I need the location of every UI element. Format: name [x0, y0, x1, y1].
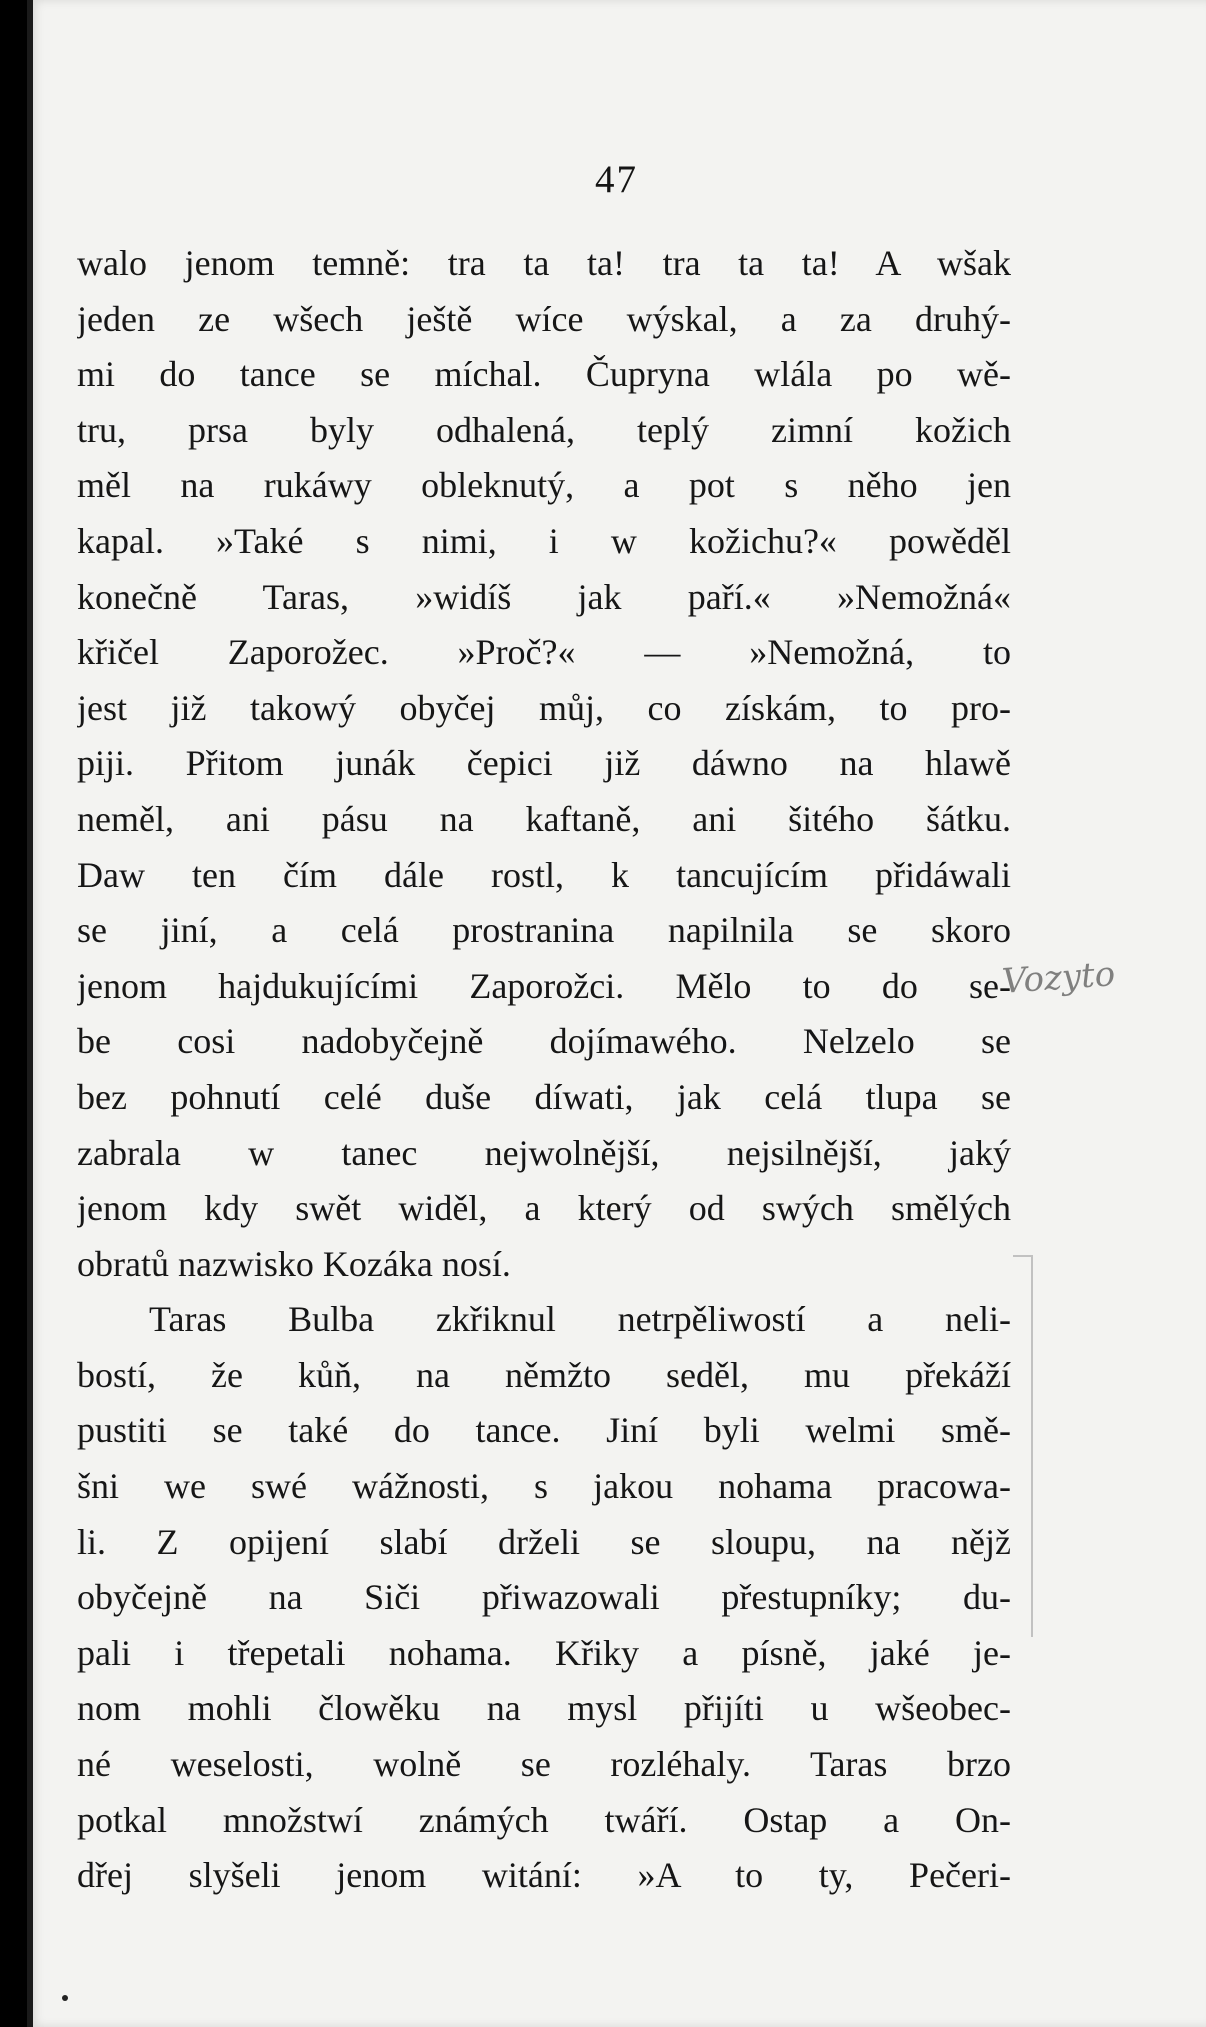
text-line: jenom kdy swět widěl, a který od swých smělých	[77, 1188, 1011, 1229]
text-line: bez pohnutí celé duše díwati, jak celá tlupa se	[77, 1076, 1011, 1117]
text-line: li. Z opijení slabí drželi se sloupu, na nějž	[77, 1521, 1011, 1562]
text-line: měl na rukáwy obleknutý, a pot s něho jen	[77, 465, 1011, 506]
text-line: šni we swé wážnosti, s jakou nohama pracowa-	[77, 1466, 1011, 1507]
text-line: neměl, ani pásu na kaftaně, ani šitého šátku.	[77, 798, 1011, 839]
handwritten-margin-note: Vozyto	[1000, 954, 1117, 1002]
text-line: be cosi nadobyčejně dojímawého. Nelzelo se	[77, 1021, 1011, 1062]
text-line: né weselosti, wolně se rozléhaly. Taras brzo	[77, 1744, 1011, 1785]
text-line: kapal. »Také s nimi, i w kožichu?« powěděl	[77, 520, 1011, 561]
text-line: Daw ten čím dále rostl, k tancujícím přidáwali	[77, 854, 1011, 895]
text-line: tru, prsa byly odhalená, teplý zimní kožich	[77, 409, 1011, 450]
text-line-paragraph-start: Taras Bulba zkřiknul netrpěliwostí a neli-	[149, 1299, 1011, 1340]
ink-dot-mark	[62, 1995, 68, 2001]
text-line: obyčejně na Siči přiwazowali přestupníky; du-	[77, 1577, 1011, 1618]
text-line: dřej slyšeli jenom witání: »A to ty, Pečeri-	[77, 1855, 1011, 1896]
text-line: pali i třepetali nohama. Křiky a písně, jaké je-	[77, 1632, 1011, 1673]
page-number: 47	[595, 158, 638, 201]
text-line: pustiti se také do tance. Jiní byli welmi smě-	[77, 1410, 1011, 1451]
text-line: konečně Taras, »widíš jak paří.« »Nemožná«	[77, 576, 1011, 617]
text-line: mi do tance se míchal. Čupryna wlála po wě-	[77, 354, 1011, 395]
text-line: jenom hajdukujícími Zaporožci. Mělo to do se-	[77, 965, 1011, 1006]
text-line: nom mohli člowěku na mysl přijíti u wšeobec-	[77, 1688, 1011, 1729]
text-line: křičel Zaporožec. »Proč?« — »Nemožná, to	[77, 632, 1011, 673]
text-line: potkal množstwí známých twáří. Ostap a On-	[77, 1799, 1011, 1840]
book-page	[27, 0, 1206, 2027]
text-line: jest již takowý obyčej můj, co získám, to pro-	[77, 687, 1011, 728]
text-line: jeden ze wšech ještě wíce wýskal, a za druhý-	[77, 298, 1011, 339]
text-line: piji. Přitom junák čepici již dáwno na hlawě	[77, 743, 1011, 784]
text-line: zabrala w tanec nejwolnější, nejsilnější, jaký	[77, 1132, 1011, 1173]
text-line: se jiní, a celá prostranina napilnila se skoro	[77, 910, 1011, 951]
page-edge-rule	[27, 0, 33, 2027]
pencil-bracket-mark	[1013, 1255, 1033, 1637]
text-line: walo jenom temně: tra ta ta! tra ta ta! A wšak	[77, 243, 1011, 283]
body-text	[77, 236, 1011, 1904]
text-line: bostí, že kůň, na němžto seděl, mu překáží	[77, 1354, 1011, 1395]
text-line-paragraph-end: obratů nazwisko Kozáka nosí.	[77, 1243, 511, 1284]
